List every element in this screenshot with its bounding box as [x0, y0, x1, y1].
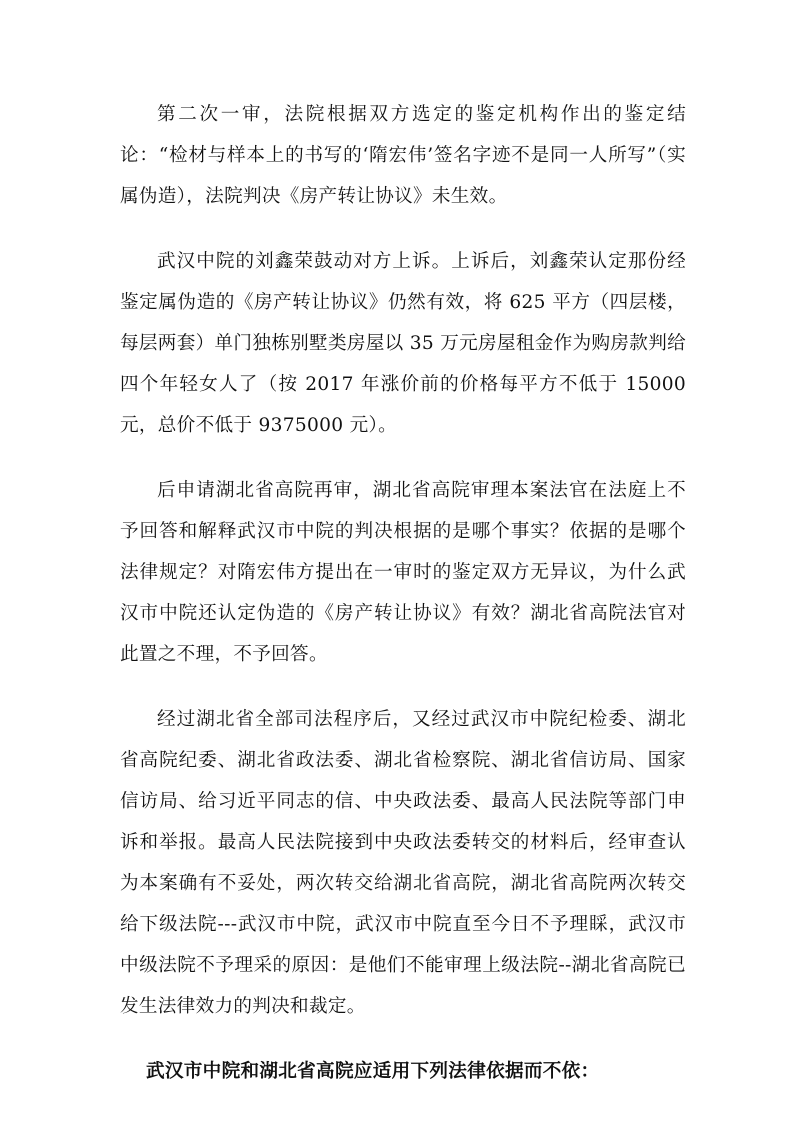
document-page	[120, 94, 686, 1092]
paragraph-first-instance: 第二次一审，法院根据双方选定的鉴定机构作出的鉴定结论：“检材与样本上的书写的‘隋宏伟’签名字迹不是同一人所写”（实属伪造），法院判决《房产转让协议》未生效。	[120, 104, 686, 207]
section-heading: 武汉市中院和湖北省高院应适用下列法律依据而不依：	[146, 1061, 600, 1082]
paragraph-appeal: 武汉中院的刘鑫荣鼓动对方上诉。上诉后，刘鑫荣认定那份经鉴定属伪造的《房产转让协议》仍然有效，将 625 平方（四层楼，每层两套）单门独栋别墅类房屋以 35 万元房屋租金作为购房款判给四个年轻女人了（按 2017 年涨价前的价格每平方不低于 15000 元，总价不低于 9375000 元）。	[120, 251, 686, 436]
paragraph-petitions: 经过湖北省全部司法程序后，又经过武汉市中院纪检委、湖北省高院纪委、湖北省政法委、湖北省检察院、湖北省信访局、国家信访局、给习近平同志的信、中央政法委、最高人民法院等部门申诉和举报。最高人民法院接到中央政法委转交的材料后，经审查认为本案确有不妥处，两次转交给湖北省高院，湖北省高院两次转交给下级法院---武汉市中院，武汉市中院直至今日不予理睬，武汉市中级法院不予理采的原因：是他们不能审理上级法院--湖北省高院已发生法律效力的判决和裁定。	[120, 709, 686, 1017]
paragraph-retrial: 后申请湖北省高院再审，湖北省高院审理本案法官在法庭上不予回答和解释武汉市中院的判决根据的是哪个事实？依据的是哪个法律规定？对隋宏伟方提出在一审时的鉴定双方无异议，为什么武汉市中院还认定伪造的《房产转让协议》有效？湖北省高院法官对此置之不理，不予回答。	[120, 480, 686, 665]
